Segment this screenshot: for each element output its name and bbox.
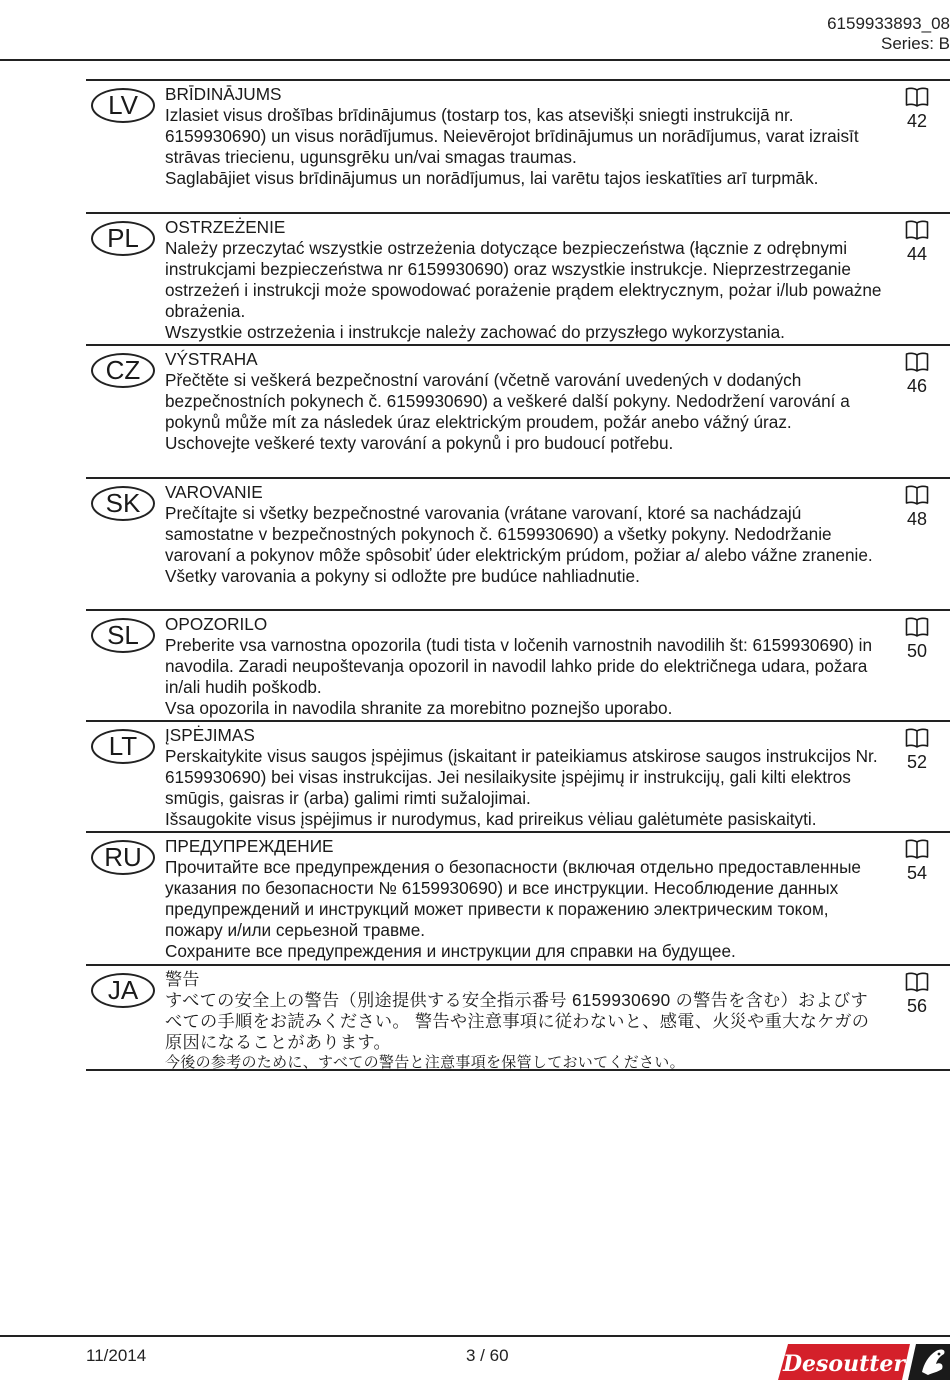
reference-page-number: 48 (906, 509, 928, 529)
footer-divider (0, 1335, 950, 1337)
warning-paragraph: Сохраните все предупреждения и инструкции для справки на будущее. (165, 941, 736, 961)
page-reference (892, 352, 942, 397)
warning-paragraph: Všetky varovania a pokyny si odložte pre budúce nahliadnutie. (165, 566, 640, 586)
desoutter-logo (774, 1342, 950, 1382)
book-icon (905, 485, 929, 505)
warning-paragraph: Izlasiet visus drošības brīdinājumus (tostarp tos, kas atsevišķi sniegti instrukcijā nr. 6159930690) un visus norādījumus. Neievērojot brīdinājumus un norādījumus, varat izraisīt strāvas triecienu, ugunsgrēku un/vai smagas traumas. (165, 105, 859, 167)
reference-page-number: 54 (906, 863, 928, 883)
page-reference (892, 617, 942, 662)
warning-paragraph: Należy przeczytać wszystkie ostrzeżenia dotyczące bezpieczeństwa (łącznie z odrębnymi instrukcjami bezpieczeństwa nr 6159930690) oraz wszystkie instrukcje. Nieprzestrzeganie ostrzeżeń i instrukcji może spowodować porażenie prądem elektrycznym, pożar i/lub poważne obrażenia. (165, 238, 882, 321)
warning-content (165, 725, 885, 830)
book-icon (905, 352, 929, 372)
page-reference (892, 972, 942, 1017)
document-number: 6159933893_08 (827, 14, 950, 33)
warning-section-sl (86, 609, 950, 720)
language-badge: CZ (91, 353, 155, 388)
language-badge: SL (91, 618, 155, 653)
book-icon (905, 617, 929, 637)
page-reference (892, 220, 942, 265)
warning-title: 警告 (165, 969, 200, 989)
warning-section-sk (86, 477, 950, 609)
warning-paragraph: Preberite vsa varnostna opozorila (tudi tista v ločenih varnostnih navodilih št: 6159930690) in navodila. Zaradi neupoštevanja opozoril in navodil lahko pride do električnega udara, požara in/ali hudih poškodb. (165, 635, 873, 697)
footer-page-number: 3 / 60 (466, 1346, 509, 1365)
page-reference (892, 728, 942, 773)
book-icon (905, 87, 929, 107)
warning-content (165, 482, 885, 587)
page-reference (892, 87, 942, 132)
warning-section-lv (86, 79, 950, 212)
warning-section-ja (86, 964, 950, 1071)
warning-title: VAROVANIE (165, 482, 263, 502)
warning-paragraph: Prečítajte si všetky bezpečnostné varovania (vrátane varovaní, ktoré sa nachádzajú samostatne v bezpečnostných pokynoch č. 6159930690) a všetky pokyny. Nedodržanie varovaní a pokynov môže spôsobiť úder elektrickým prúdom, požiar a/ alebo vážne zranenie. (165, 503, 873, 565)
language-badge: JA (91, 973, 155, 1008)
warning-title: VÝSTRAHA (165, 349, 258, 369)
footer-date: 11/2014 (86, 1346, 147, 1365)
warning-title: BRĪDINĀJUMS (165, 84, 282, 104)
page-reference (892, 485, 942, 530)
document-header (827, 14, 950, 54)
language-badge: LT (91, 729, 155, 764)
header-divider (0, 59, 950, 61)
book-icon (905, 728, 929, 748)
language-badge: SK (91, 486, 155, 521)
reference-page-number: 50 (906, 641, 928, 661)
book-icon (905, 972, 929, 992)
warning-paragraph: Vsa opozorila in navodila shranite za morebitno poznejšo uporabo. (165, 698, 673, 718)
warning-title: OSTRZEŻENIE (165, 217, 286, 237)
warning-content (165, 84, 885, 189)
language-badge: LV (91, 88, 155, 123)
warning-paragraph: Perskaitykite visus saugos įspėjimus (įskaitant ir pateikiamus atskirose saugos instrukcijos Nr. 6159930690) bei visas instrukcijas. Jei nesilaikysite įspėjimų ir instrukcijų, gali kilti elektros smūgis, gaisras ir (arba) galimi rimti sužalojimai. (165, 746, 878, 808)
warning-paragraph: Uschovejte veškeré texty varování a pokynů i pro budoucí potřebu. (165, 433, 674, 453)
warning-section-ru (86, 831, 950, 964)
series-label: Series: B (881, 34, 950, 53)
reference-page-number: 52 (906, 752, 928, 772)
warning-paragraph: Išsaugokite visus įspėjimus ir nurodymus, kad prireikus vėliau galėtumėte pasiskaityti. (165, 809, 817, 829)
warning-paragraph: Saglabājiet visus brīdinājumus un norādījumus, lai varētu tajos ieskatīties arī turpmāk. (165, 168, 819, 188)
book-icon (905, 839, 929, 859)
warning-title: ĮSPĖJIMAS (165, 725, 255, 745)
language-badge: PL (91, 221, 155, 256)
warning-section-cz (86, 344, 950, 477)
page-reference (892, 839, 942, 884)
svg-text:Desoutter: Desoutter (782, 1351, 906, 1377)
warning-title: ПРЕДУПРЕЖДЕНИЕ (165, 836, 334, 856)
reference-page-number: 46 (906, 376, 928, 396)
warning-paragraph: Přečtěte si veškerá bezpečnostní varování (včetně varování uvedených v dodaných bezpečnostních pokynech č. 6159930690) a veškeré další pokyny. Nedodržení varování a pokynů může mít za následek úraz elektrickým proudem, požár anebo vážný úraz. (165, 370, 850, 432)
warning-content (165, 969, 885, 1072)
reference-page-number: 42 (906, 111, 928, 131)
warning-paragraph: Wszystkie ostrzeżenia i instrukcje należy zachować do przyszłego wykorzystania. (165, 322, 785, 342)
reference-page-number: 56 (906, 996, 928, 1016)
language-badge: RU (91, 840, 155, 875)
warning-content (165, 836, 885, 962)
warning-content (165, 349, 885, 454)
warning-section-pl (86, 212, 950, 344)
book-icon (905, 220, 929, 240)
warning-sections (86, 79, 950, 1071)
warning-paragraph: すべての安全上の警告（別途提供する安全指示番号 6159930690 の警告を含む）およびすべての手順をお読みください。 警告や注意事項に従わないと、感電、火災や重大なケガの原因になることがあります。 (165, 990, 870, 1052)
warning-content (165, 614, 885, 719)
warning-content (165, 217, 885, 343)
warning-section-lt (86, 720, 950, 831)
warning-paragraph: 今後の参考のために、すべての警告と注意事項を保管しておいてください。 (165, 1054, 685, 1071)
reference-page-number: 44 (906, 244, 928, 264)
warning-title: OPOZORILO (165, 614, 268, 634)
warning-paragraph: Прочитайте все предупреждения о безопасности (включая отдельно предоставленные указания по безопасности № 6159930690) и все инструкции. Несоблюдение данных предупреждений и инструкций может привести к поражению электрическим током, пожару и/или серьезной травме. (165, 857, 861, 940)
